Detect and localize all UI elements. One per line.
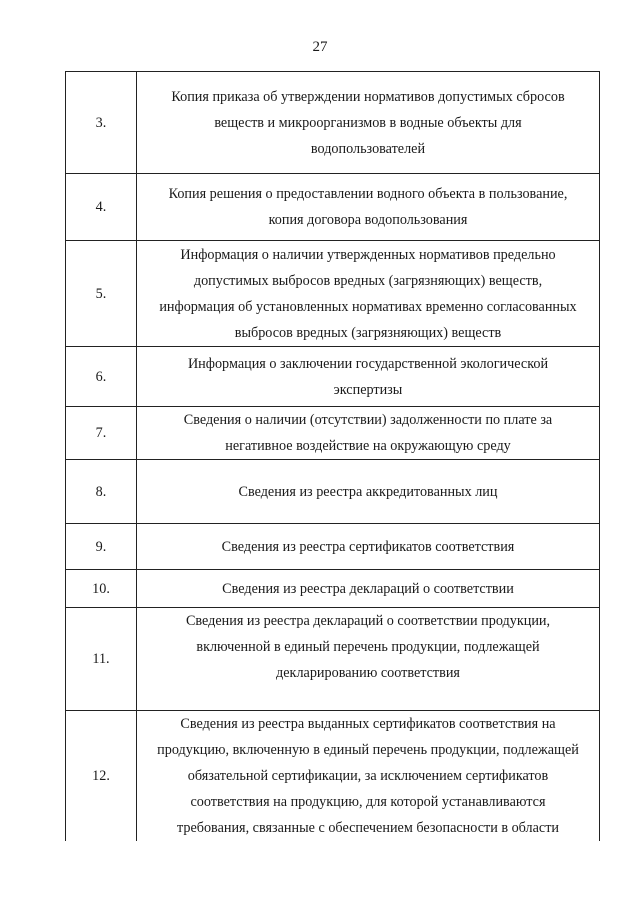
description-line: информация об установленных нормативах временно согласованных [159,298,577,315]
description-line: допустимых выбросов вредных (загрязняющих) веществ, [193,272,543,289]
row-description [137,407,600,460]
table-row [66,72,600,174]
table-row [66,524,600,570]
row-number: 5. [66,241,137,347]
description-line: требования, связанные с обеспечением безопасности в области [176,820,560,836]
description-line: Сведения из реестра выданных сертификатов соответствия на [180,716,556,732]
table-row [66,608,600,711]
description-line: декларированию соответствия [276,665,460,681]
description-line: веществ и микроорганизмов в водные объекты для [214,114,522,131]
description-line: Копия приказа об утверждении нормативов допустимых сбросов [171,88,565,105]
description-line: включенной в единый перечень продукции, подлежащей [196,639,540,655]
description-line: Копия решения о предоставлении водного объекта в пользование, [168,186,568,202]
description-line: Сведения из реестра сертификатов соответствия [221,538,515,555]
table-row [66,241,600,347]
description-line: Сведения из реестра деклараций о соответствии [222,580,514,597]
description-line: Информация о заключении государственной экологической [187,355,549,372]
row-number: 6. [66,347,137,407]
description-line: негативное воздействие на окружающую среду [225,438,511,454]
row-description [137,570,600,608]
page-number: 27 [312,39,328,55]
row-description [137,241,600,347]
table-row [66,174,600,241]
row-number: 9. [66,524,137,570]
description-line: Информация о наличии утвержденных нормативов предельно [180,246,556,263]
description-line: соответствия на продукцию, для которой устанавливаются [190,794,546,810]
row-number: 4. [66,174,137,241]
row-number: 10. [66,570,137,608]
row-description [137,460,600,524]
row-description [137,174,600,241]
row-description [137,347,600,407]
table-row [66,407,600,460]
description-line: Сведения из реестра деклараций о соответствии продукции, [185,613,551,629]
row-number: 8. [66,460,137,524]
row-number: 11. [66,608,137,711]
description-line: водопользователей [310,140,426,157]
description-line: выбросов вредных (загрязняющих) веществ [234,324,502,341]
description-line: продукцию, включенную в единый перечень продукции, подлежащей [157,742,579,758]
description-line: Сведения о наличии (отсутствии) задолженности по плате за [183,412,553,428]
row-number: 3. [66,72,137,174]
description-line: экспертизы [333,381,403,398]
description-line: Сведения из реестра аккредитованных лиц [238,483,498,500]
table-row [66,570,600,608]
row-number: 7. [66,407,137,460]
row-description [137,72,600,174]
row-description [137,711,600,842]
documents-table [65,71,600,841]
table-row [66,347,600,407]
table-row [66,711,600,842]
row-description [137,524,600,570]
description-line: обязательной сертификации, за исключением сертификатов [187,768,549,784]
row-number: 12. [66,711,137,842]
table-row [66,460,600,524]
description-line: копия договора водопользования [268,212,468,228]
row-description [137,608,600,711]
